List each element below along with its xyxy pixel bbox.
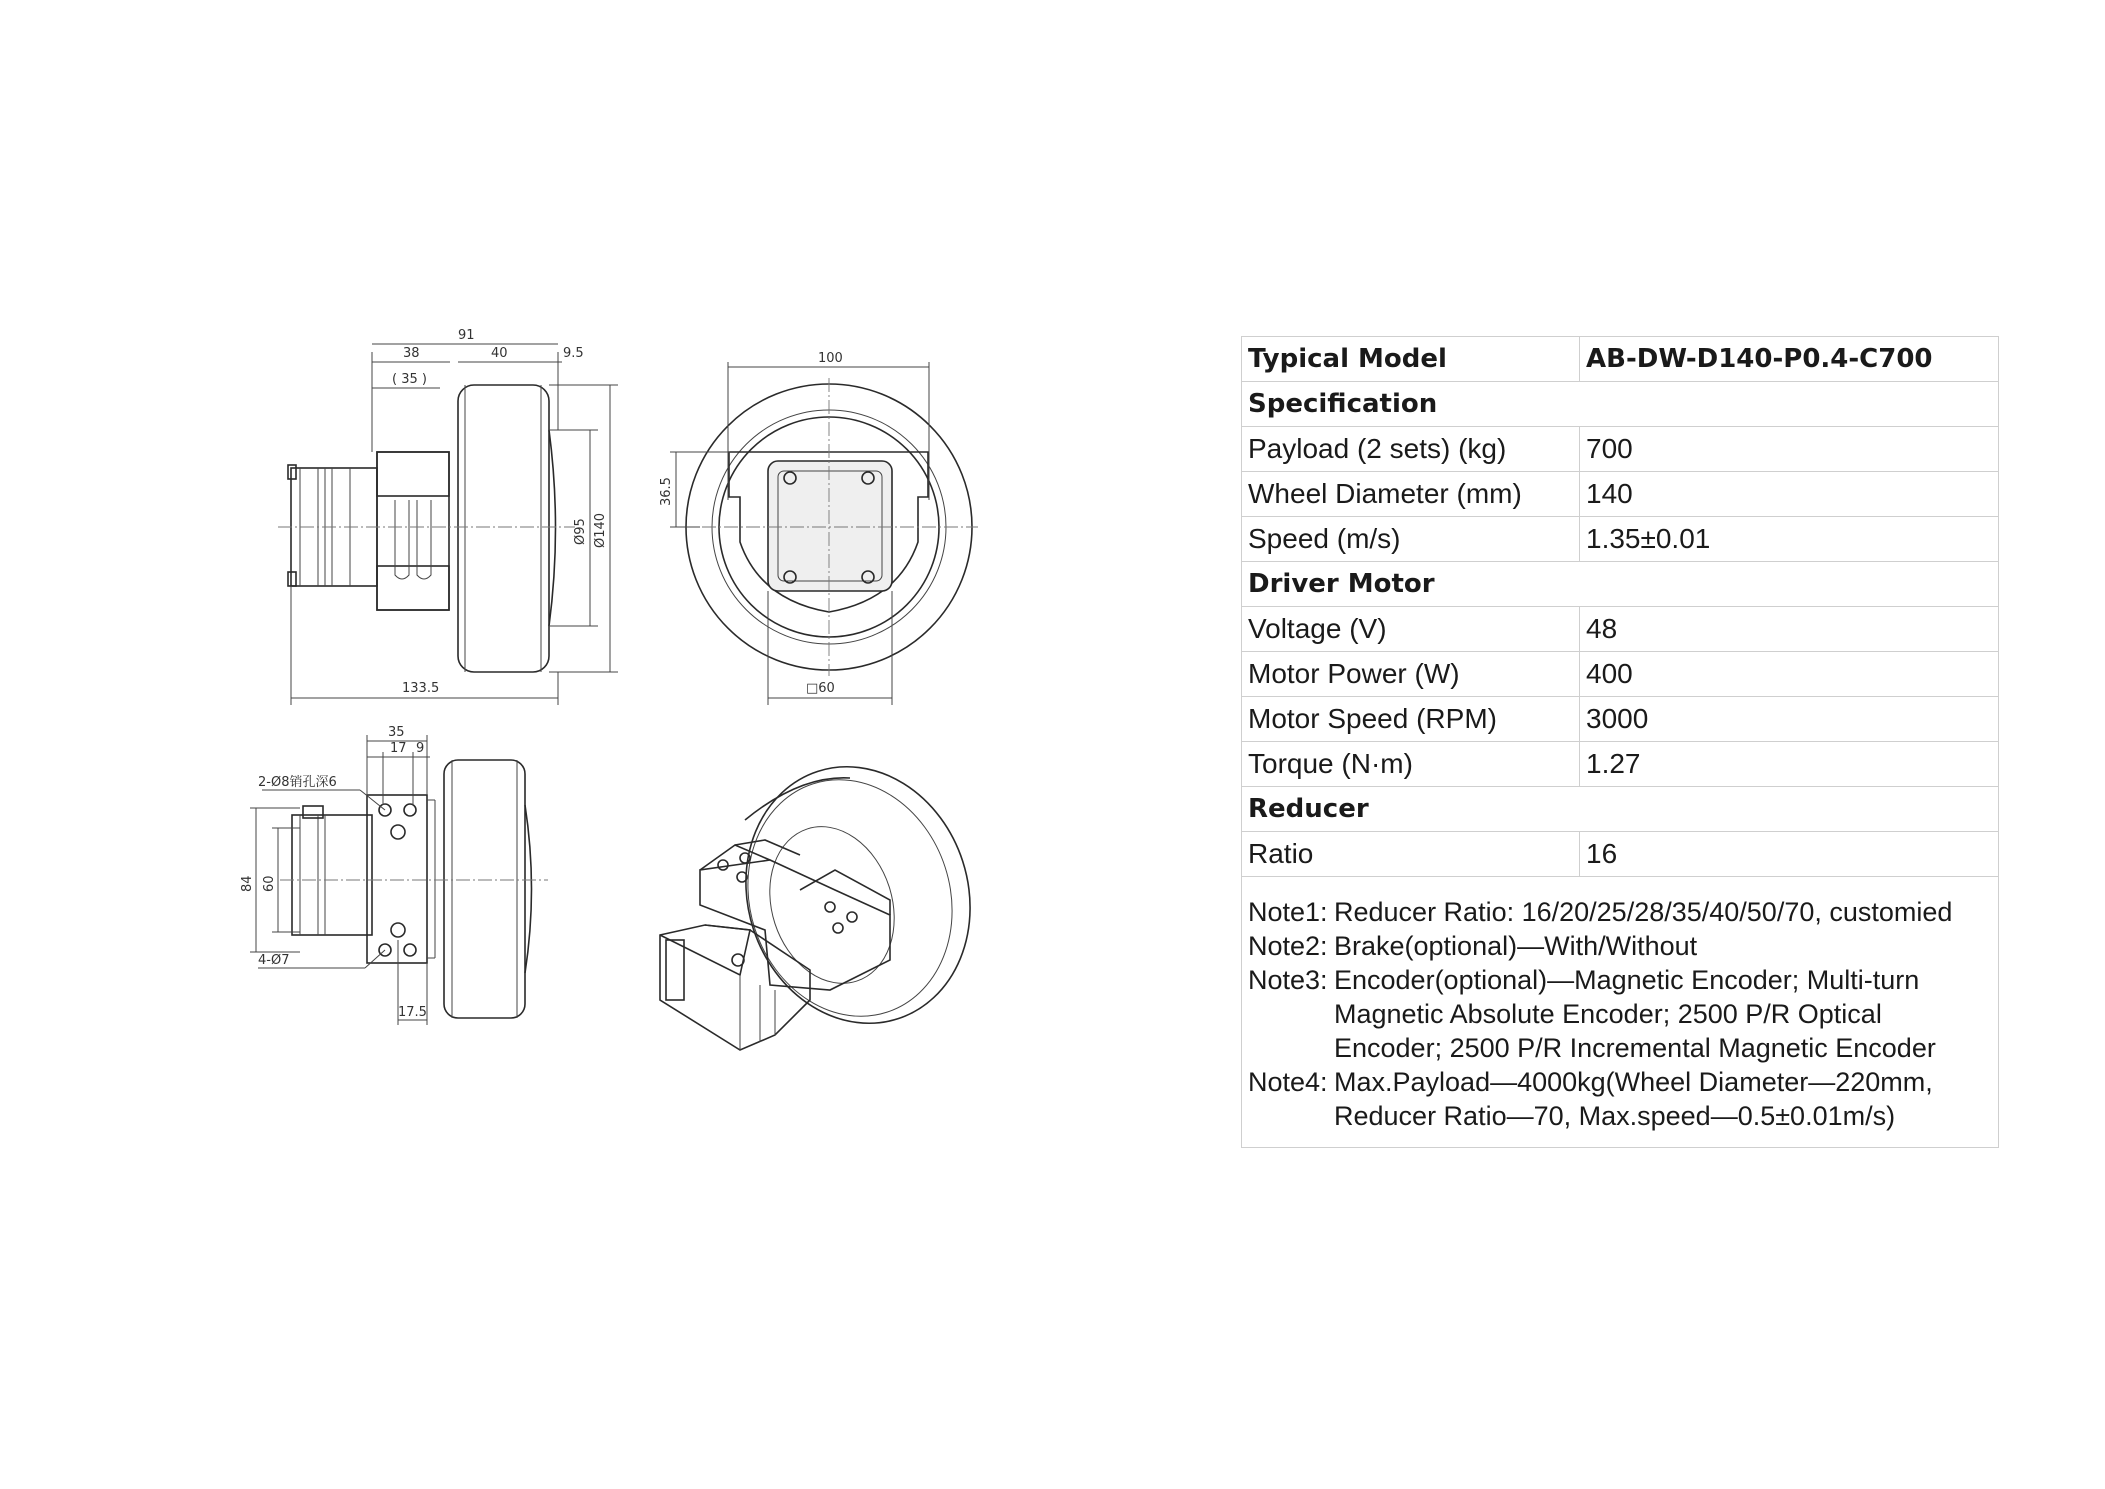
note-label: Note1: [1248,897,1328,927]
notes-row [1242,877,1999,1148]
table-row [1242,697,1999,742]
dim-dia140: Ø140 [593,512,608,548]
motor-speed-label: Motor Speed (RPM) [1242,697,1580,742]
dim-38: 38 [403,346,420,361]
torque-value: 1.27 [1580,742,1999,787]
front-view [659,351,978,705]
motor-speed-value: 3000 [1580,697,1999,742]
note-3 [1248,963,1992,1065]
table-row [1242,472,1999,517]
table-row [1242,742,1999,787]
table-row [1242,337,1999,382]
note-label: Note4: [1248,1067,1328,1097]
dim-35: ( 35 ) [392,372,427,387]
table-row [1242,832,1999,877]
payload-value: 700 [1580,427,1999,472]
dim-100: 100 [818,351,843,366]
model-value: AB-DW-D140-P0.4-C700 [1580,337,1999,382]
dim-35-bottom: 35 [388,725,405,740]
voltage-label: Voltage (V) [1242,607,1580,652]
dim-dia95: Ø95 [573,518,588,545]
voltage-value: 48 [1580,607,1999,652]
dim-36-5: 36.5 [659,477,674,506]
spec-table [1241,336,1999,1148]
note-text: Reducer Ratio: 16/20/25/28/35/40/50/70, customied [1334,897,1953,927]
note-label: Note2: [1248,931,1328,961]
wheel-diameter-value: 140 [1580,472,1999,517]
motor-power-value: 400 [1580,652,1999,697]
speed-value: 1.35±0.01 [1580,517,1999,562]
table-row [1242,517,1999,562]
section-header [1242,382,1999,427]
motor-power-label: Motor Power (W) [1242,652,1580,697]
table-row [1242,427,1999,472]
table-row [1242,652,1999,697]
side-view [278,328,618,705]
model-label: Typical Model [1242,337,1580,382]
ratio-label: Ratio [1242,832,1580,877]
section-header [1242,787,1999,832]
dim-84: 84 [240,875,255,892]
dim-40: 40 [491,346,508,361]
section-driver-motor: Driver Motor [1242,562,1999,607]
mounting-holes-note: 4-Ø7 [258,953,290,968]
note-text: Max.Payload—4000kg(Wheel Diameter—220mm, Reducer Ratio—70, Max.speed—0.5±0.01m/s) [1334,1067,1933,1131]
section-specification: Specification [1242,382,1999,427]
note-text: Brake(optional)—With/Without [1334,931,1698,961]
notes-cell [1242,877,1999,1148]
note-4 [1248,1065,1992,1133]
note-1 [1248,895,1992,929]
dim-9: 9 [416,741,425,756]
dim-133-5: 133.5 [402,681,440,696]
dim-60: 60 [262,875,277,892]
note-2 [1248,929,1992,963]
dim-9-5: 9.5 [563,346,584,361]
section-reducer: Reducer [1242,787,1999,832]
speed-label: Speed (m/s) [1242,517,1580,562]
bottom-view [240,725,548,1025]
torque-label: Torque (N·m) [1242,742,1580,787]
ratio-value: 16 [1580,832,1999,877]
note-label: Note3: [1248,965,1328,995]
isometric-view [660,737,1003,1052]
pin-hole-note: 2-Ø8销孔深6 [258,775,337,790]
note-text: Encoder(optional)—Magnetic Encoder; Multi-turn Magnetic Absolute Encoder; 2500 P/R Optical Encoder; 2500 P/R Incremental Magnetic Encoder [1334,965,1936,1063]
dim-91: 91 [458,328,475,343]
dim-square-60: □60 [806,681,835,696]
dim-17-5: 17.5 [398,1005,427,1020]
table-row [1242,607,1999,652]
section-header [1242,562,1999,607]
payload-label: Payload (2 sets) (kg) [1242,427,1580,472]
wheel-diameter-label: Wheel Diameter (mm) [1242,472,1580,517]
dim-17: 17 [390,741,407,756]
